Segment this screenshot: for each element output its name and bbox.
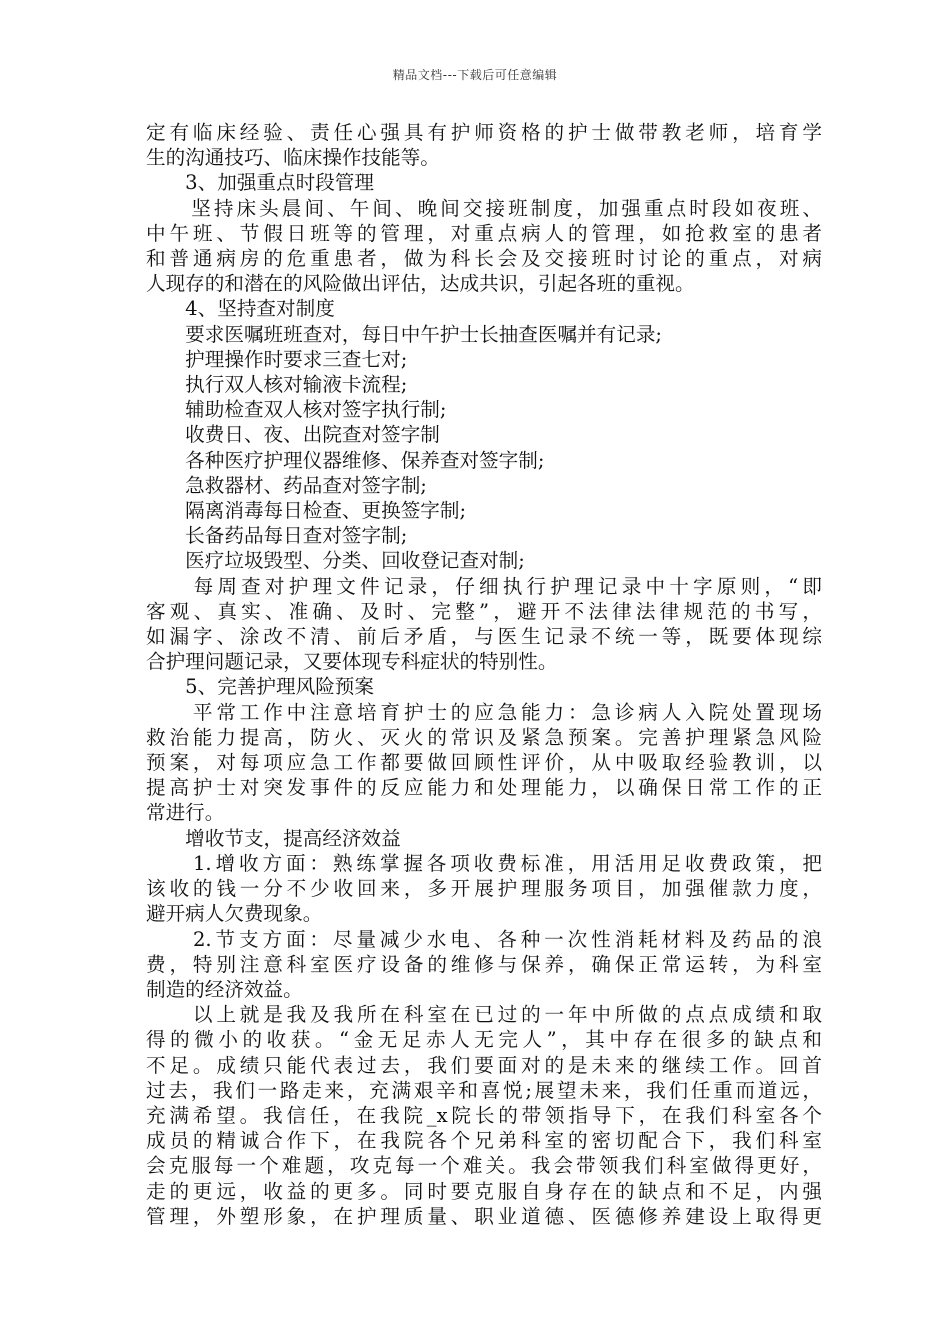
text-line: 不足。成绩只能代表过去，我们要面对的是未来的继续工作。回首 [146, 1053, 822, 1077]
text-line: 各种医疗护理仪器维修、保养查对签字制; [146, 448, 545, 472]
text-line: 会克服每一个难题，攻克每一个难关。我会带领我们科室做得更好， [146, 1154, 822, 1178]
document-body [146, 120, 822, 1229]
text-line: 医疗垃圾毁型、分类、回收登记查对制; [146, 549, 525, 573]
text-line: 合护理问题记录，又要体现专科症状的特别性。 [146, 650, 558, 674]
text-line: 和普通病房的危重患者，做为科长会及交接班时讨论的重点，对病 [146, 247, 822, 271]
text-line: 管理，外塑形象，在护理质量、职业道德、医德修养建设上取得更 [146, 1204, 822, 1228]
text-line: 常进行。 [146, 801, 225, 825]
text-line: 1.增收方面：熟练掌握各项收费标准，用活用足收费政策，把 [146, 851, 822, 875]
text-line: 4、坚持查对制度 [146, 297, 335, 321]
text-line: 人现存的和潜在的风险做出评估，达成共识，引起各班的重视。 [146, 272, 695, 296]
text-line: 如漏字、涂改不清、前后矛盾，与医生记录不统一等，既要体现综 [146, 625, 822, 649]
text-line: 过去，我们一路走来，充满艰辛和喜悦;展望未来，我们任重而道远， [146, 1078, 822, 1102]
text-line: 要求医嘱班班查对，每日中午护士长抽查医嘱并有记录; [146, 322, 663, 346]
text-line: 生的沟通技巧、临床操作技能等。 [146, 146, 440, 170]
text-line: 预案，对每项应急工作都要做回顾性评价，从中吸取经验教训，以 [146, 751, 822, 775]
text-line: 增收节支，提高经济效益 [146, 826, 401, 850]
text-line: 救治能力提高，防火、灭火的常识及紧急预案。完善护理紧急风险 [146, 725, 822, 749]
text-line: 平常工作中注意培育护士的应急能力：急诊病人入院处置现场 [146, 700, 822, 724]
text-line: 长备药品每日查对签字制; [146, 524, 408, 548]
text-line: 每周查对护理文件记录，仔细执行护理记录中十字原则，“即 [146, 574, 822, 598]
text-line: 中午班、节假日班等的管理，对重点病人的管理，如抢救室的患者 [146, 221, 822, 245]
text-line: 收费日、夜、出院查对签字制 [146, 423, 440, 447]
text-line: 5、完善护理风险预案 [146, 675, 374, 699]
text-line: 辅助检查双人核对签字执行制; [146, 398, 447, 422]
text-line: 定有临床经验、责任心强具有护师资格的护士做带教老师，培育学 [146, 121, 822, 144]
text-line: 制造的经济效益。 [146, 977, 303, 1001]
text-line: 护理操作时要求三查七对; [146, 347, 408, 371]
text-line: 执行双人核对输液卡流程; [146, 373, 408, 397]
text-line: 2.节支方面：尽量减少水电、各种一次性消耗材料及药品的浪 [146, 927, 822, 951]
text-line: 3、加强重点时段管理 [146, 171, 374, 195]
text-line: 急救器材、药品查对签字制; [146, 473, 427, 497]
page-header: 精品文档---下载后可任意编辑 [392, 68, 558, 82]
text-line: 充满希望。我信任，在我院_x院长的带领指导下，在我们科室各个 [146, 1103, 822, 1127]
text-line: 该收的钱一分不少收回来，多开展护理服务项目，加强催款力度， [146, 877, 822, 901]
text-line: 走的更远，收益的更多。同时要克服自身存在的缺点和不足，内强 [146, 1179, 822, 1203]
text-line: 成员的精诚合作下，在我院各个兄弟科室的密切配合下，我们科室 [146, 1129, 822, 1153]
text-line: 得的微小的收获。“金无足赤人无完人”，其中存在很多的缺点和 [146, 1028, 822, 1052]
text-line: 费，特别注意科室医疗设备的维修与保养，确保正常运转，为科室 [146, 952, 822, 976]
text-line: 提高护士对突发事件的反应能力和处理能力，以确保日常工作的正 [146, 776, 822, 800]
text-line: 避开病人欠费现象。 [146, 902, 323, 926]
text-line: 以上就是我及我所在科室在已过的一年中所做的点点成绩和取 [146, 1003, 822, 1027]
text-line: 隔离消毒每日检查、更换签字制; [146, 499, 467, 523]
text-line: 坚持床头晨间、午间、晚间交接班制度，加强重点时段如夜班、 [146, 196, 822, 220]
text-line: 客观、真实、准确、及时、完整”，避开不法律法律规范的书写， [146, 599, 822, 623]
